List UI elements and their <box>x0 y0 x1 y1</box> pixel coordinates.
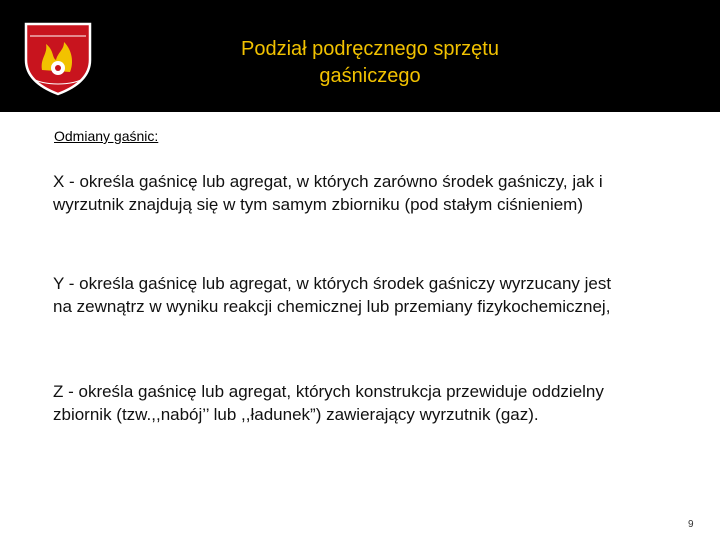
paragraph-z: Z - określa gaśnicę lub agregat, których konstrukcja przewiduje oddzielny zbiornik (tzw.,,nabój’’ lub ,,ładunek”) zawierający wyrzutnik (gaz). <box>53 382 604 424</box>
paragraph-y: Y - określa gaśnicę lub agregat, w których środek gaśniczy wyrzucany jest na zewnątrz w wyniku reakcji chemicznej lub przemiany fizykochemicznej, <box>53 274 612 316</box>
slide-title <box>150 36 590 90</box>
paragraph-x: X - określa gaśnicę lub agregat, w których zarówno środek gaśniczy, jak i wyrzutnik znajdują się w tym samym zbiorniku (pod stałym ciśnieniem) <box>53 172 603 214</box>
header-bar <box>0 0 720 112</box>
section-subtitle: Odmiany gaśnic: <box>54 128 159 144</box>
fire-brigade-logo-icon <box>20 20 96 96</box>
title-line-1: Podział podręcznego sprzętu <box>241 38 499 60</box>
title-line-2: gaśniczego <box>319 65 421 87</box>
page-number: 9 <box>688 519 694 530</box>
